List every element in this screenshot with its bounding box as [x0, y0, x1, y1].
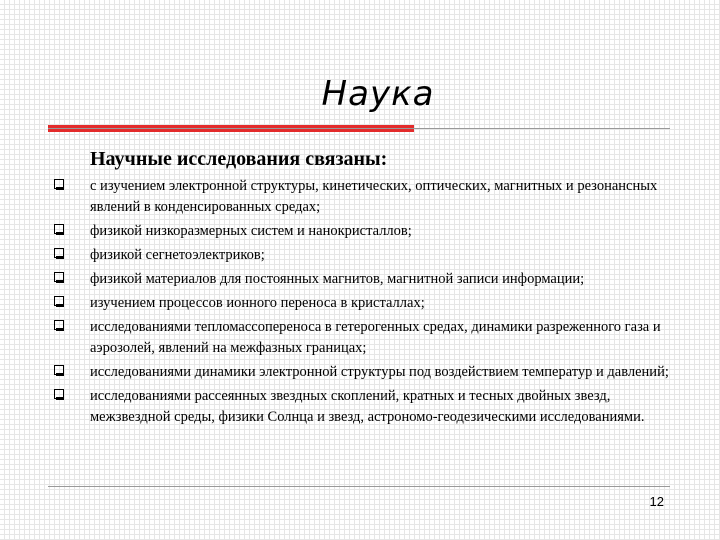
- list-item: [0, 245, 670, 266]
- square-bullet-icon: [54, 365, 64, 375]
- list-item: [0, 386, 670, 428]
- square-bullet-icon: [54, 389, 64, 399]
- list-item: [0, 293, 670, 314]
- page-number: 12: [649, 494, 664, 509]
- slide-subtitle: Научные исследования связаны:: [90, 148, 388, 170]
- square-bullet-icon: [54, 272, 64, 282]
- list-item: [0, 362, 670, 383]
- title-divider: [48, 128, 670, 129]
- list-item: [0, 317, 670, 359]
- list-item-text: исследованиями рассеянных звездных скоплений, кратных и тесных двойных звезд, межзвездной среды, физики Солнца и звезд, астрономо-геодезическими исследованиями.: [90, 388, 645, 425]
- square-bullet-icon: [54, 320, 64, 330]
- list-item: [0, 221, 670, 242]
- list-item-text: физикой материалов для постоянных магнитов, магнитной записи информации;: [90, 271, 585, 287]
- square-bullet-icon: [54, 179, 64, 189]
- list-item-text: физикой низкоразмерных систем и нанокристаллов;: [90, 223, 412, 239]
- list-item-text: исследованиями динамики электронной структуры под воздействием температур и давлений;: [90, 364, 669, 380]
- bullet-list: [0, 176, 720, 431]
- list-item-text: изучением процессов ионного переноса в кристаллах;: [90, 295, 425, 311]
- footer-divider: [48, 486, 670, 487]
- square-bullet-icon: [54, 224, 64, 234]
- slide-title: Наука: [321, 74, 435, 114]
- list-item-text: с изучением электронной структуры, кинетических, оптических, магнитных и резонансных явлений в конденсированных средах;: [90, 178, 658, 215]
- list-item-text: исследованиями тепломассопереноса в гетерогенных средах, динамики разреженного газа и аэрозолей, явлений на межфазных границах;: [90, 319, 661, 356]
- square-bullet-icon: [54, 296, 64, 306]
- square-bullet-icon: [54, 248, 64, 258]
- list-item: [0, 176, 670, 218]
- list-item: [0, 269, 670, 290]
- list-item-text: физикой сегнетоэлектриков;: [90, 247, 265, 263]
